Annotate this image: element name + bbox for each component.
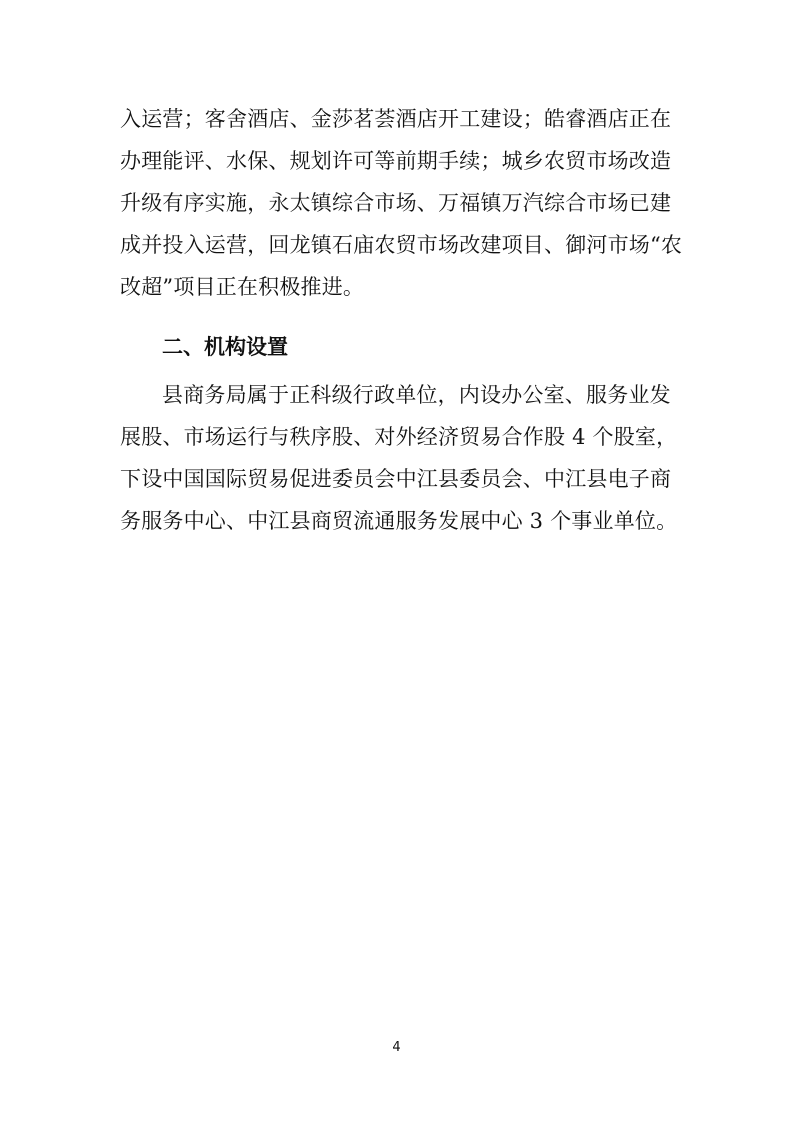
section-heading: 二、机构设置 [162, 335, 288, 359]
paragraph-line: 务服务中心、中江县商贸流通服务发展中心 3 个事业单位。 [120, 509, 678, 533]
continuation-paragraph [120, 98, 683, 308]
institution-paragraph [120, 374, 680, 542]
page-content [120, 98, 683, 542]
paragraph-line: 入运营；客舍酒店、金莎茗荟酒店开工建设；皓睿酒店正在 [120, 107, 672, 131]
paragraph-line: 展股、市场运行与秩序股、对外经济贸易合作股 4 个股室， [120, 425, 678, 449]
paragraph-line: 升级有序实施，永太镇综合市场、万福镇万汽综合市场已建 [120, 191, 672, 215]
paragraph-line: 改超”项目正在积极推进。 [120, 275, 365, 299]
paragraph-line: 成并投入运营，回龙镇石庙农贸市场改建项目、御河市场“农 [120, 233, 683, 257]
paragraph-line: 下设中国国际贸易促进委员会中江县委员会、中江县电子商 [120, 467, 672, 491]
paragraph-line: 办理能评、水保、规划许可等前期手续；城乡农贸市场改造 [120, 149, 672, 173]
paragraph-line: 县商务局属于正科级行政单位，内设办公室、服务业发 [162, 383, 671, 407]
page-number: 4 [392, 1040, 401, 1055]
